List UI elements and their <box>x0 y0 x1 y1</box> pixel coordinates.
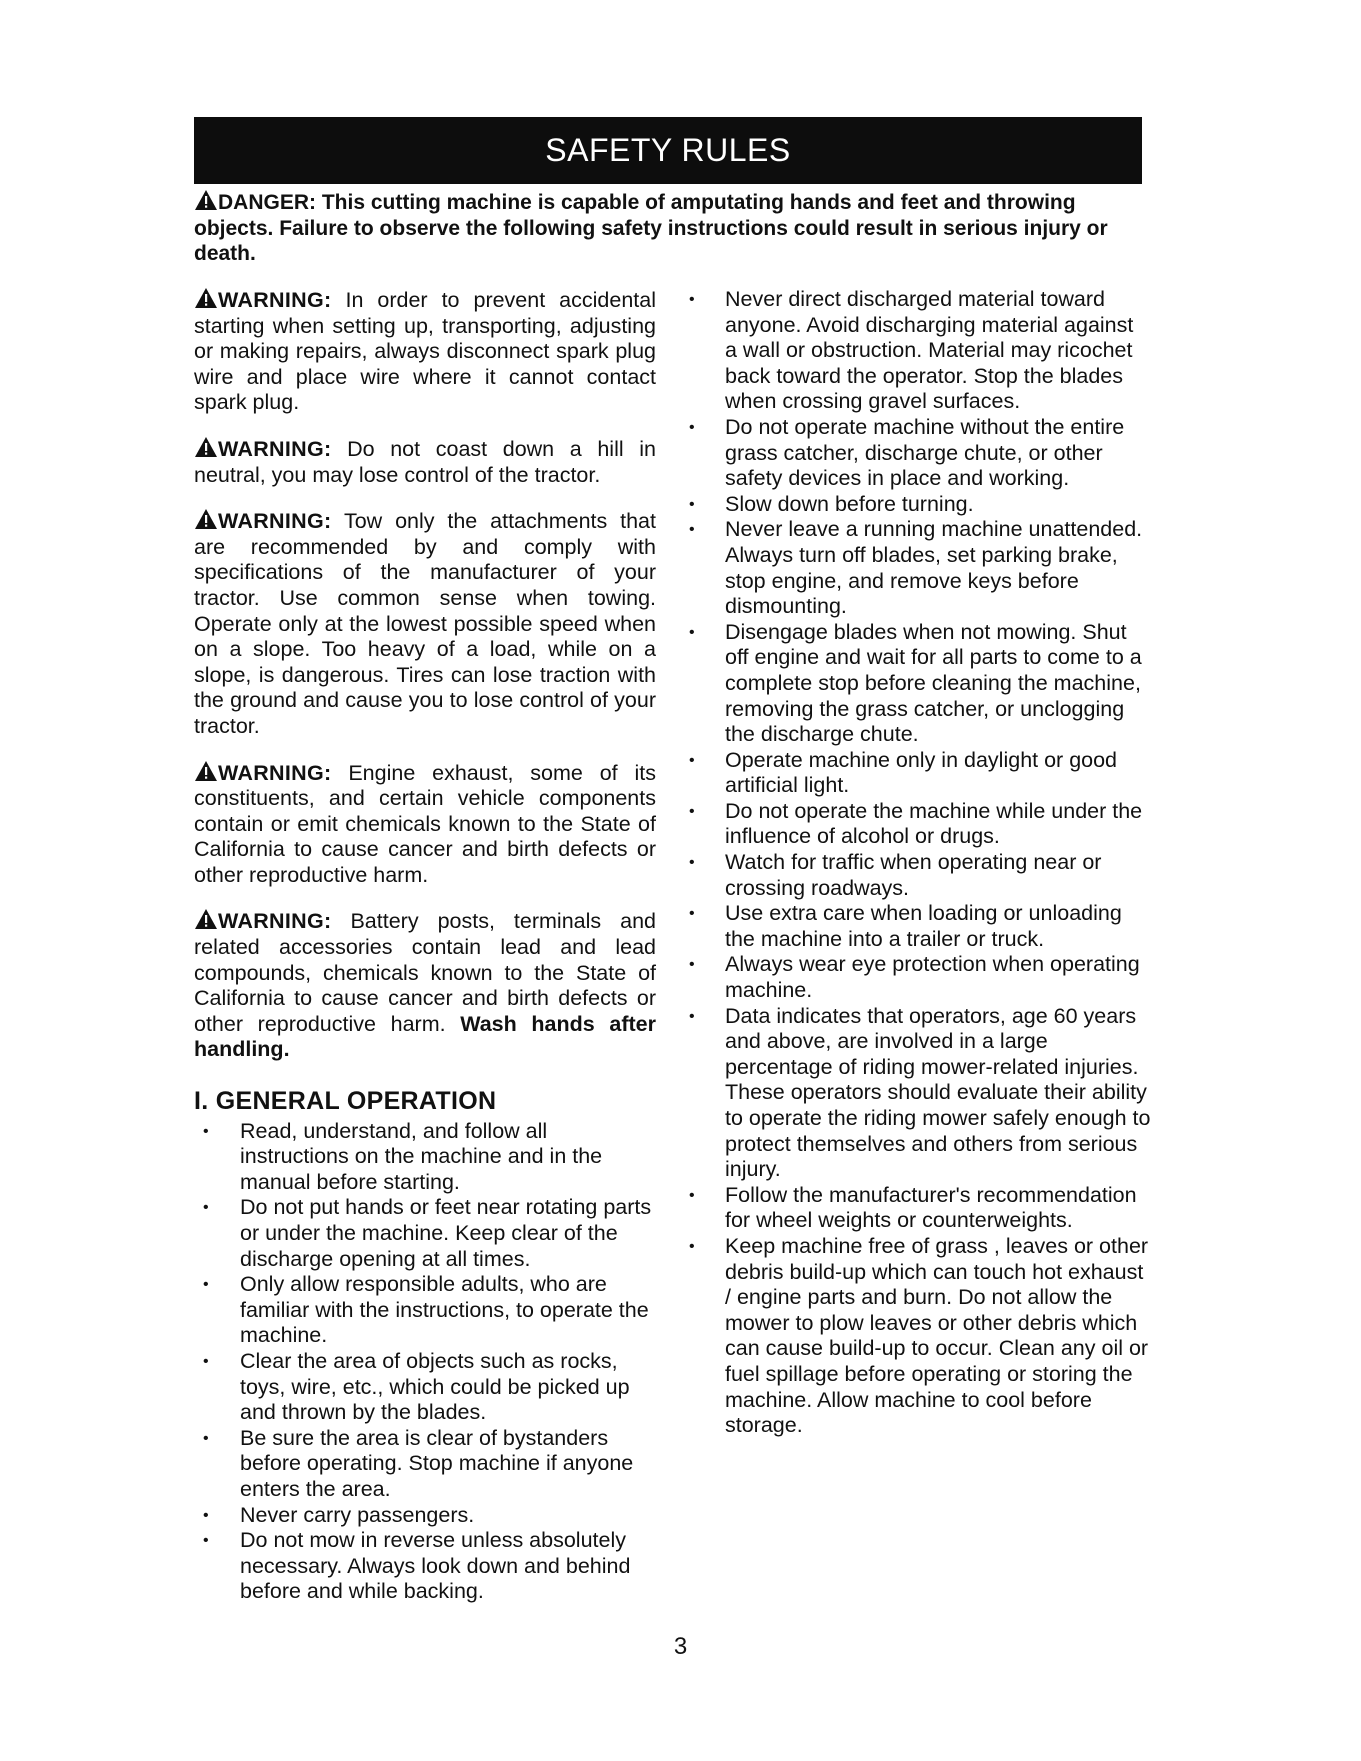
bullet-icon: • <box>689 751 695 769</box>
warning-block <box>194 287 656 416</box>
bullet-icon: • <box>203 1429 209 1447</box>
list-item-text: Slow down before turning. <box>725 491 974 516</box>
section-title: I. GENERAL OPERATION <box>194 1087 497 1116</box>
bullet-icon: • <box>689 495 695 513</box>
list-item-text: Watch for traffic when operating near or crossing roadways. <box>725 850 1102 900</box>
bullet-icon: • <box>689 1186 695 1204</box>
warning-block <box>194 760 656 889</box>
bullet-icon: • <box>203 1506 209 1524</box>
list-item-text: Only allow responsible adults, who are familiar with the instructions, to operate the machine. <box>240 1272 649 1348</box>
bullet-icon: • <box>689 905 695 923</box>
right-bullet-list <box>689 287 1151 1439</box>
bullet-icon: • <box>203 1276 209 1294</box>
list-item <box>194 1349 656 1426</box>
warning-block <box>194 508 656 739</box>
list-item-text: Be sure the area is clear of bystanders before operating. Stop machine if anyone enters the area. <box>240 1425 634 1501</box>
list-item <box>689 492 1151 518</box>
bullet-icon: • <box>689 623 695 641</box>
list-item-text: Operate machine only in daylight or good artificial light. <box>725 747 1118 798</box>
danger-notice <box>194 189 1142 267</box>
warning-triangle-icon <box>194 287 218 309</box>
list-item <box>689 620 1151 748</box>
bullet-icon: • <box>689 521 695 539</box>
warning-triangle-icon <box>194 760 218 782</box>
left-bullet-list <box>194 1119 656 1605</box>
list-item <box>194 1272 656 1349</box>
danger-label: DANGER: <box>218 191 316 214</box>
warning-label: WARNING: <box>218 288 332 312</box>
warning-triangle-icon <box>194 189 218 211</box>
list-item <box>194 1119 656 1196</box>
danger-text: This cutting machine is capable of amputating hands and feet and throwing objects. Failure to observe the following safety instructions could result in serious injury or death. <box>194 191 1108 265</box>
list-item <box>689 901 1151 952</box>
warning-label: WARNING: <box>218 760 332 785</box>
bullet-icon: • <box>203 1352 209 1370</box>
list-item <box>689 748 1151 799</box>
warning-text: Do not coast down a hill in neutral, you may lose control of the tractor. <box>194 436 656 487</box>
list-item-text: Always wear eye protection when operating machine. <box>725 952 1140 1003</box>
list-item-text: Clear the area of objects such as rocks, toys, wire, etc., which could be picked up and thrown by the blades. <box>240 1348 630 1425</box>
banner-title: SAFETY RULES <box>545 132 791 168</box>
left-column <box>194 287 656 1605</box>
list-item-text: Follow the manufacturer's recommendation for wheel weights or counterweights. <box>725 1182 1137 1233</box>
list-item <box>689 1234 1151 1439</box>
list-item-text: Do not put hands or feet near rotating parts or under the machine. Keep clear of the discharge opening at all times. <box>240 1195 652 1271</box>
list-item <box>689 287 1151 415</box>
safety-rules-banner <box>194 117 1142 184</box>
warning-emphasis: Wash hands after handling. <box>194 1011 656 1062</box>
bullet-icon: • <box>689 1007 695 1025</box>
list-item-text: Data indicates that operators, age 60 years and above, are involved in a large percentage of riding mower-related injuries. These operators should evaluate their ability to operate the riding mower safely enough to protect themselves and others from serious injury. <box>725 1003 1151 1182</box>
bullet-icon: • <box>203 1122 209 1140</box>
list-item <box>194 1503 656 1529</box>
list-item <box>689 415 1151 492</box>
warning-text: Tow only the attachments that are recommended by and comply with specifications of the manufacturer of your tractor. Use common sense when towing. Operate only at the lowest possible speed when on a slope. Too heavy of a load, while on a slope, is dangerous. Tires can lose traction with the ground and cause you to lose control of your tractor. <box>194 509 656 738</box>
warning-triangle-icon <box>194 436 218 458</box>
bullet-icon: • <box>203 1199 209 1217</box>
list-item-text: Disengage blades when not mowing. Shut off engine and wait for all parts to come to a complete stop before cleaning the machine, removing the grass catcher, or unclogging the discharge chute. <box>725 619 1142 747</box>
warning-text: Engine exhaust, some of its constituents, and certain vehicle components contain or emit chemicals known to the State of California to cause cancer and birth defects or other reproductive harm. <box>194 760 656 887</box>
bullet-icon: • <box>689 854 695 872</box>
list-item <box>689 517 1151 619</box>
right-column <box>689 287 1151 1439</box>
list-item-text: Never direct discharged material toward anyone. Avoid discharging material against a wall or obstruction. Material may ricochet back toward the operator. Stop the blades when crossing gravel surfaces. <box>725 287 1134 414</box>
bullet-icon: • <box>689 1237 695 1255</box>
list-item <box>194 1528 656 1605</box>
list-item-text: Use extra care when loading or unloading the machine into a trailer or truck. <box>725 901 1122 951</box>
list-item-text: Never carry passengers. <box>240 1502 475 1527</box>
list-item <box>689 799 1151 850</box>
warning-label: WARNING: <box>218 509 332 534</box>
bullet-icon: • <box>689 956 695 974</box>
list-item <box>194 1426 656 1503</box>
bullet-icon: • <box>203 1532 209 1550</box>
list-item-text: Do not operate machine without the entire grass catcher, discharge chute, or other safety devices in place and working. <box>725 414 1125 491</box>
bullet-icon: • <box>689 802 695 820</box>
warning-text: Battery posts, terminals and related accessories contain lead and lead compounds, chemicals known to the State of California to cause cancer and birth defects or other reproductive harm. <box>194 909 656 1036</box>
list-item-text: Read, understand, and follow all instructions on the machine and in the manual before starting. <box>240 1118 603 1194</box>
list-item-text: Keep machine free of grass , leaves or other debris build-up which can touch hot exhaust / engine parts and burn. Do not allow the mower to plow leaves or other debris which can cause build-up to occur. Clean any oil or fuel spillage before operating or storing the machine. Allow machine to cool before storage. <box>725 1233 1149 1438</box>
list-item-text: Do not operate the machine while under the influence of alcohol or drugs. <box>725 798 1143 849</box>
warning-label: WARNING: <box>218 909 332 934</box>
page-number: 3 <box>673 1633 688 1660</box>
list-item <box>194 1195 656 1272</box>
list-item-text: Do not mow in reverse unless absolutely necessary. Always look down and behind before and while backing. <box>240 1528 631 1604</box>
warning-block <box>194 436 656 488</box>
list-item <box>689 952 1151 1003</box>
bullet-icon: • <box>689 418 695 436</box>
list-item-text: Never leave a running machine unattended. Always turn off blades, set parking brake, stop engine, and remove keys before dismounting. <box>725 517 1143 619</box>
list-item <box>689 1004 1151 1183</box>
list-item <box>689 850 1151 901</box>
warning-block <box>194 908 656 1063</box>
bullet-icon: • <box>689 291 695 308</box>
warning-triangle-icon <box>194 908 218 930</box>
warning-text: In order to prevent accidental starting when setting up, transporting, adjusting or making repairs, always disconnect spark plug wire and place wire where it cannot contact spark plug. <box>194 288 656 415</box>
warning-triangle-icon <box>194 508 218 530</box>
warning-label: WARNING: <box>218 436 332 461</box>
list-item <box>689 1183 1151 1234</box>
